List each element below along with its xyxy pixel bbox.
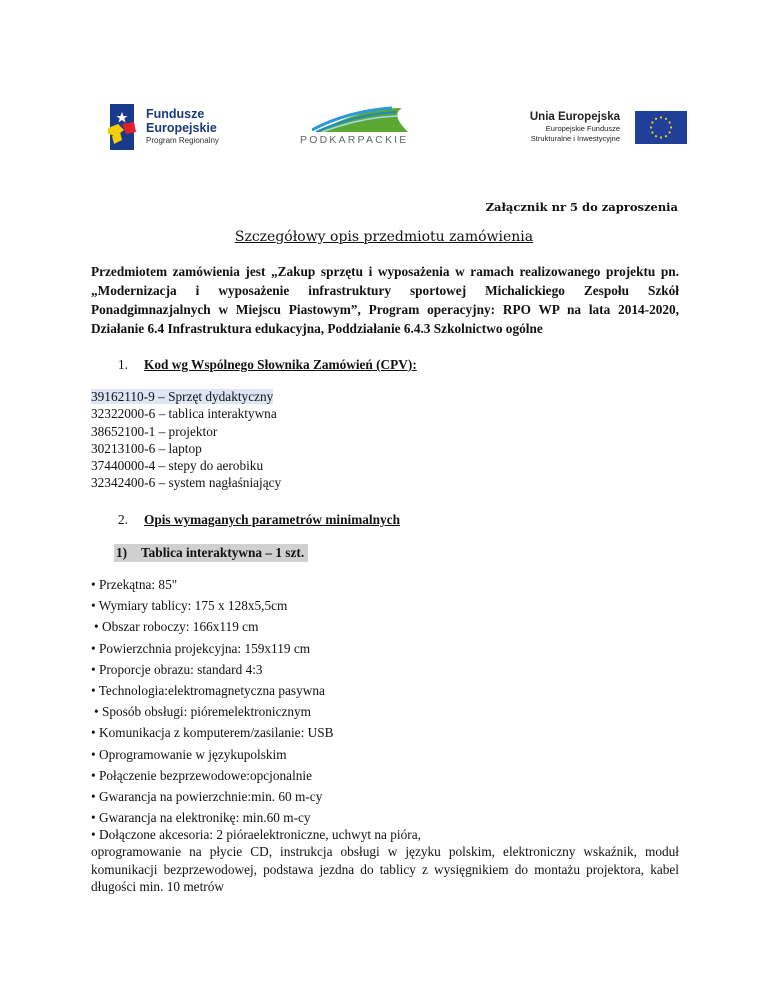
spec-item: • Sposób obsługi: pióremelektronicznym: [94, 704, 312, 720]
specs-list: [91, 576, 681, 895]
spec-item: • Wymiary tablicy: 175 x 128x5,5cm: [91, 598, 288, 614]
spec-item: • Proporcje obrazu: standard 4:3: [91, 661, 263, 677]
cpv-item: 30213100-6 – laptop: [91, 440, 202, 456]
section-2-label: Opis wymaganych parametrów minimalnych: [144, 512, 400, 527]
unia-europejska-logo: [505, 110, 695, 146]
subsection-1-label: Tablica interaktywna – 1 szt.: [141, 545, 305, 560]
cpv-list: [91, 388, 281, 492]
cpv-item: 32342400-6 – system nagłaśniający: [91, 475, 282, 491]
subsection-1-heading: [114, 544, 308, 562]
eu-flag-icon: [635, 111, 687, 144]
spec-item: • Gwarancja na elektronikę: min.60 m-cy: [91, 810, 311, 826]
subsection-1-number: 1): [116, 545, 128, 560]
ue-line2: Europejskie Fundusze: [545, 124, 620, 133]
section-2-number: 2.: [118, 512, 128, 527]
spec-item: • Technologia:elektromagnetyczna pasywna: [91, 682, 325, 698]
spec-item: • Gwarancja na powierzchnie:min. 60 m-cy: [91, 788, 323, 804]
annex-label: Załącznik nr 5 do zaproszenia: [485, 200, 678, 214]
spec-item: • Przekątna: 85": [91, 577, 178, 592]
mountain-icon: [312, 106, 408, 132]
podkarpackie-text: PODKARPACKIE: [300, 134, 409, 146]
spec-item: • Połączenie bezprzewodowe:opcjonalnie: [91, 767, 313, 783]
ue-line1: Unia Europejska: [529, 111, 620, 123]
ue-line3: Strukturalne i Inwestycyjne: [530, 134, 620, 143]
fe-flag-icon: [108, 104, 136, 150]
fe-line2: Europejskie: [146, 121, 217, 135]
spec-item: • Oprogramowanie w językupolskim: [91, 746, 287, 762]
podkarpackie-logo: [298, 106, 423, 150]
spec-item: • Powierzchnia projekcyjna: 159x119 cm: [91, 640, 311, 656]
fundusze-europejskie-logo: [108, 104, 258, 150]
page-title: Szczegółowy opis przedmiotu zamówienia: [234, 229, 534, 245]
cpv-item: 32322000-6 – tablica interaktywna: [91, 406, 277, 422]
section-1-number: 1.: [118, 357, 128, 372]
spec-item: • Komunikacja z komputerem/zasilanie: USB: [91, 725, 334, 741]
fe-line1: Fundusze: [146, 107, 205, 121]
spec-item: • Obszar roboczy: 166x119 cm: [94, 619, 259, 635]
cpv-item: 38652100-1 – projektor: [91, 423, 218, 439]
section-1-label: Kod wg Wspólnego Słownika Zamówień (CPV):: [144, 357, 417, 372]
cpv-item: 39162110-9 – Sprzęt dydaktyczny: [91, 389, 274, 404]
cpv-item: 37440000-4 – stepy do aerobiku: [91, 458, 264, 474]
spec-item: • Dołączone akcesoria: 2 pióraelektroniczne, uchwyt na pióra,: [91, 827, 421, 843]
fe-line3: Program Regionalny: [146, 136, 219, 145]
intro-paragraph: Przedmiotem zamówienia jest „Zakup sprzętu i wyposażenia w ramach realizowanego projektu pn. „Modernizacja i wyposażenie infrastruktury sportowej Michalickiego Zespołu Szkół Ponadgimnazjalnych w Miejscu Piastowym”, Program operacyjny: RPO WP na lata 2014-2020, Działanie 6.4 Infrastruktura edukacyjna, Poddziałanie 6.4.3 Szkolnictwo ogólne: [91, 264, 679, 336]
spec-continuation: oprogramowanie na płycie CD, instrukcja obsługi w języku polskim, elektroniczny wskaźnik, moduł komunikacji bezprzewodowej, podstawa jezdna do tablicy z wysięgnikiem do montażu projektora, kabel długości min. 10 metrów: [91, 844, 679, 895]
